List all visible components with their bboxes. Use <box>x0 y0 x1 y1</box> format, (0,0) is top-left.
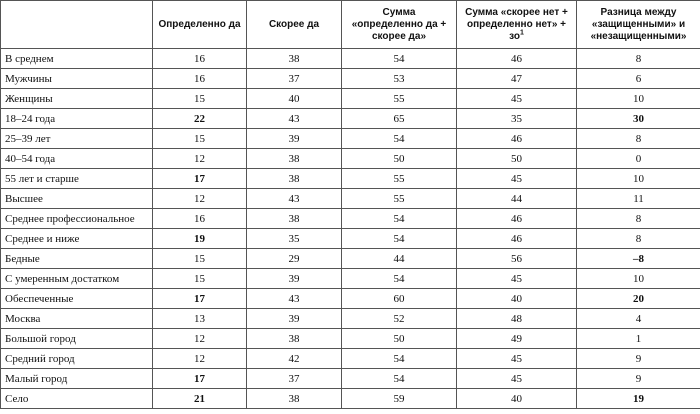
table-cell: 19 <box>153 229 247 249</box>
table-cell: 65 <box>342 109 457 129</box>
table-cell: 52 <box>342 309 457 329</box>
table-row <box>1 49 700 69</box>
header-sum-no-text: Сумма «скорее нет + определенно нет» + зо <box>465 6 568 42</box>
table-row <box>1 309 700 329</box>
table-cell: 15 <box>153 129 247 149</box>
table-cell: 46 <box>457 129 577 149</box>
table-row <box>1 129 700 149</box>
table-cell: 45 <box>457 349 577 369</box>
table-cell: 42 <box>247 349 342 369</box>
table-cell: 17 <box>153 289 247 309</box>
table-cell: 54 <box>342 349 457 369</box>
header-cell-definitely-yes: Определенно да <box>153 1 247 49</box>
table-cell: 6 <box>577 69 700 89</box>
table-cell: 54 <box>342 209 457 229</box>
row-label: Мужчины <box>1 69 153 89</box>
table-row <box>1 189 700 209</box>
table-cell: 43 <box>247 189 342 209</box>
row-label: Бедные <box>1 249 153 269</box>
table-cell: 8 <box>577 229 700 249</box>
table-row <box>1 169 700 189</box>
header-cell-label <box>1 1 153 49</box>
table-cell: 10 <box>577 269 700 289</box>
table-cell: 39 <box>247 269 342 289</box>
table-cell: 47 <box>457 69 577 89</box>
table-cell: 46 <box>457 49 577 69</box>
table-cell: 8 <box>577 49 700 69</box>
table-cell: 10 <box>577 89 700 109</box>
table-cell: 37 <box>247 69 342 89</box>
row-label: 55 лет и старше <box>1 169 153 189</box>
table-cell: 54 <box>342 269 457 289</box>
table-cell: 9 <box>577 349 700 369</box>
table-cell: 40 <box>247 89 342 109</box>
table-cell: –8 <box>577 249 700 269</box>
table-cell: 30 <box>577 109 700 129</box>
table-cell: 53 <box>342 69 457 89</box>
table-cell: 16 <box>153 209 247 229</box>
table-cell: 48 <box>457 309 577 329</box>
table-cell: 45 <box>457 369 577 389</box>
table-cell: 54 <box>342 229 457 249</box>
table-cell: 38 <box>247 329 342 349</box>
row-label: Москва <box>1 309 153 329</box>
header-cell-rather-yes: Скорее да <box>247 1 342 49</box>
table-cell: 50 <box>457 149 577 169</box>
table-row <box>1 249 700 269</box>
table-row <box>1 289 700 309</box>
row-label: Большой город <box>1 329 153 349</box>
table-cell: 29 <box>247 249 342 269</box>
table-cell: 46 <box>457 229 577 249</box>
row-label: 18–24 года <box>1 109 153 129</box>
table-cell: 12 <box>153 149 247 169</box>
header-cell-difference: Разница между «защищенными» и «незащищенными» <box>577 1 700 49</box>
table-cell: 8 <box>577 209 700 229</box>
table-cell: 43 <box>247 109 342 129</box>
table-cell: 11 <box>577 189 700 209</box>
table-cell: 12 <box>153 329 247 349</box>
table-cell: 40 <box>457 289 577 309</box>
table-cell: 55 <box>342 189 457 209</box>
table-cell: 19 <box>577 389 700 409</box>
table-cell: 54 <box>342 129 457 149</box>
row-label: Малый город <box>1 369 153 389</box>
table-cell: 55 <box>342 89 457 109</box>
table-cell: 15 <box>153 269 247 289</box>
table-cell: 13 <box>153 309 247 329</box>
row-label: В среднем <box>1 49 153 69</box>
row-label: 25–39 лет <box>1 129 153 149</box>
table-row <box>1 369 700 389</box>
header-cell-sum-yes: Сумма «определенно да + скорее да» <box>342 1 457 49</box>
table-row <box>1 229 700 249</box>
table-cell: 59 <box>342 389 457 409</box>
table-body <box>1 49 700 409</box>
table-cell: 60 <box>342 289 457 309</box>
table-row <box>1 269 700 289</box>
table-cell: 17 <box>153 169 247 189</box>
table-row <box>1 69 700 89</box>
table-cell: 35 <box>247 229 342 249</box>
table-cell: 54 <box>342 369 457 389</box>
table-cell: 38 <box>247 169 342 189</box>
table-cell: 22 <box>153 109 247 129</box>
table-cell: 44 <box>457 189 577 209</box>
table-cell: 50 <box>342 329 457 349</box>
table-row <box>1 149 700 169</box>
table-cell: 0 <box>577 149 700 169</box>
table-cell: 50 <box>342 149 457 169</box>
table-cell: 49 <box>457 329 577 349</box>
table-row <box>1 209 700 229</box>
row-label: Село <box>1 389 153 409</box>
table-cell: 17 <box>153 369 247 389</box>
row-label: С умеренным достатком <box>1 269 153 289</box>
table-row <box>1 89 700 109</box>
row-label: Среднее профессиональное <box>1 209 153 229</box>
header-row <box>1 1 700 49</box>
table-cell: 44 <box>342 249 457 269</box>
table-cell: 10 <box>577 169 700 189</box>
row-label: Средний город <box>1 349 153 369</box>
row-label: Женщины <box>1 89 153 109</box>
table-row <box>1 349 700 369</box>
table-cell: 43 <box>247 289 342 309</box>
table-row <box>1 329 700 349</box>
table-cell: 15 <box>153 89 247 109</box>
table-cell: 55 <box>342 169 457 189</box>
row-label: 40–54 года <box>1 149 153 169</box>
table-cell: 16 <box>153 69 247 89</box>
table-cell: 45 <box>457 269 577 289</box>
table-cell: 12 <box>153 349 247 369</box>
row-label: Обеспеченные <box>1 289 153 309</box>
table-cell: 38 <box>247 209 342 229</box>
footnote-marker: 1 <box>519 29 524 37</box>
table-cell: 9 <box>577 369 700 389</box>
table-cell: 40 <box>457 389 577 409</box>
table-cell: 1 <box>577 329 700 349</box>
table-cell: 12 <box>153 189 247 209</box>
table-cell: 21 <box>153 389 247 409</box>
table-row <box>1 389 700 409</box>
table-cell: 38 <box>247 149 342 169</box>
row-label: Высшее <box>1 189 153 209</box>
row-label: Среднее и ниже <box>1 229 153 249</box>
table-cell: 54 <box>342 49 457 69</box>
table-cell: 8 <box>577 129 700 149</box>
table-cell: 20 <box>577 289 700 309</box>
table-cell: 45 <box>457 89 577 109</box>
table-cell: 37 <box>247 369 342 389</box>
table-row <box>1 109 700 129</box>
table-cell: 56 <box>457 249 577 269</box>
table-cell: 46 <box>457 209 577 229</box>
table-cell: 16 <box>153 49 247 69</box>
table-cell: 15 <box>153 249 247 269</box>
header-cell-sum-no <box>457 1 577 49</box>
table-cell: 4 <box>577 309 700 329</box>
table-cell: 38 <box>247 49 342 69</box>
table-cell: 45 <box>457 169 577 189</box>
table-cell: 38 <box>247 389 342 409</box>
table-cell: 39 <box>247 309 342 329</box>
table-cell: 39 <box>247 129 342 149</box>
table-cell: 35 <box>457 109 577 129</box>
